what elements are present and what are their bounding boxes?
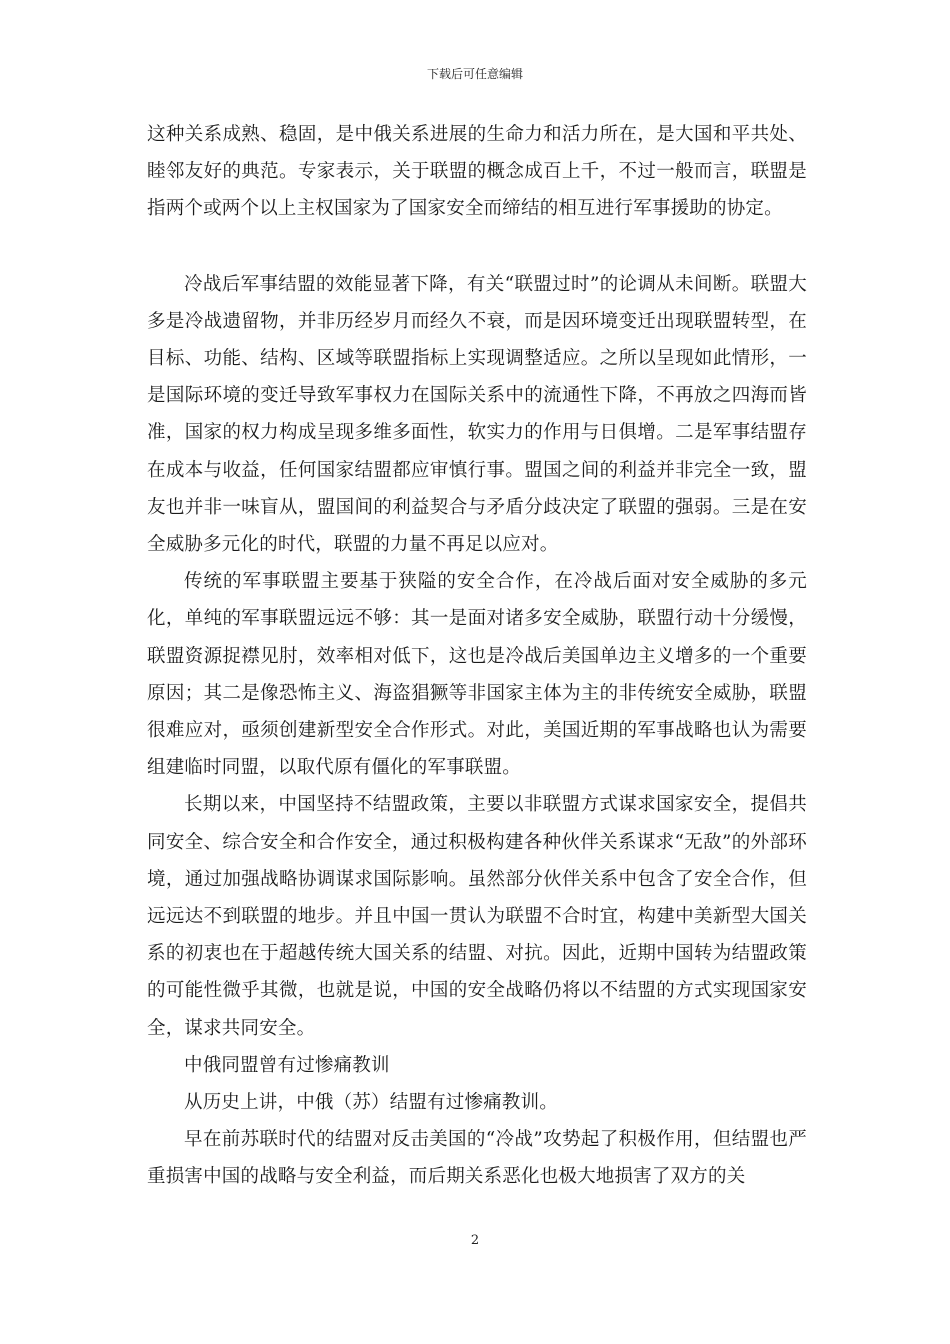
paragraph-2: 冷战后军事结盟的效能显著下降，有关“联盟过时”的论调从未间断。联盟大多是冷战遗留物，并非历经岁月而经久不衰，而是因环境变迁出现联盟转型，在目标、功能、结构、区域等联盟指标上实现调整适应。之所以呈现如此情形，一是国际环境的变迁导致军事权力在国际关系中的流通性下降，不再放之四海而皆准，国家的权力构成呈现多维多面性，软实力的作用与日俱增。二是军事结盟存在成本与收益，任何国家结盟都应审慎行事。盟国之间的利益并非完全一致，盟友也并非一味盲从，盟国间的利益契合与矛盾分歧决定了联盟的强弱。三是在安全威胁多元化的时代，联盟的力量不再足以应对。 bbox=[147, 273, 807, 556]
page-header: 下载后可任意编辑 bbox=[426, 67, 523, 81]
paragraph-5: 从历史上讲，中俄（苏）结盟有过惨痛教训。 bbox=[184, 1092, 559, 1114]
paragraph-1: 这种关系成熟、稳固，是中俄关系进展的生命力和活力所在，是大国和平共处、睦邻友好的典范。专家表示，关于联盟的概念成百上千，不过一般而言，联盟是指两个或两个以上主权国家为了国家安全而缔结的相互进行军事援助的协定。 bbox=[147, 124, 807, 220]
paragraph-4: 长期以来，中国坚持不结盟政策，主要以非联盟方式谋求国家安全，提倡共同安全、综合安全和合作安全，通过积极构建各种伙伴关系谋求“无敌”的外部环境，通过加强战略协调谋求国际影响。虽然部分伙伴关系中包含了安全合作，但远远达不到联盟的地步。并且中国一贯认为联盟不合时宜，构建中美新型大国关系的初衷也在于超越传统大国关系的结盟、对抗。因此，近期中国转为结盟政策的可能性微乎其微，也就是说，中国的安全战略仍将以不结盟的方式实现国家安全，谋求共同安全。 bbox=[147, 794, 807, 1039]
paragraph-spacer bbox=[147, 228, 807, 266]
document-body bbox=[147, 116, 807, 1196]
paragraph-6: 早在前苏联时代的结盟对反击美国的“冷战”攻势起了积极作用，但结盟也严重损害中国的战略与安全利益，而后期关系恶化也极大地损害了双方的关 bbox=[147, 1129, 807, 1188]
paragraph-3: 传统的军事联盟主要基于狭隘的安全合作，在冷战后面对安全威胁的多元化，单纯的军事联盟远远不够：其一是面对诸多安全威胁，联盟行动十分缓慢，联盟资源捉襟见肘，效率相对低下，这也是冷战后美国单边主义增多的一个重要原因；其二是像恐怖主义、海盗猖獗等非国家主体为主的非传统安全威胁，联盟很难应对，亟须创建新型安全合作形式。对此，美国近期的军事战略也认为需要组建临时同盟，以取代原有僵化的军事联盟。 bbox=[147, 571, 807, 779]
page-number: 2 bbox=[470, 1233, 480, 1248]
section-heading: 中俄同盟曾有过惨痛教训 bbox=[184, 1054, 390, 1076]
